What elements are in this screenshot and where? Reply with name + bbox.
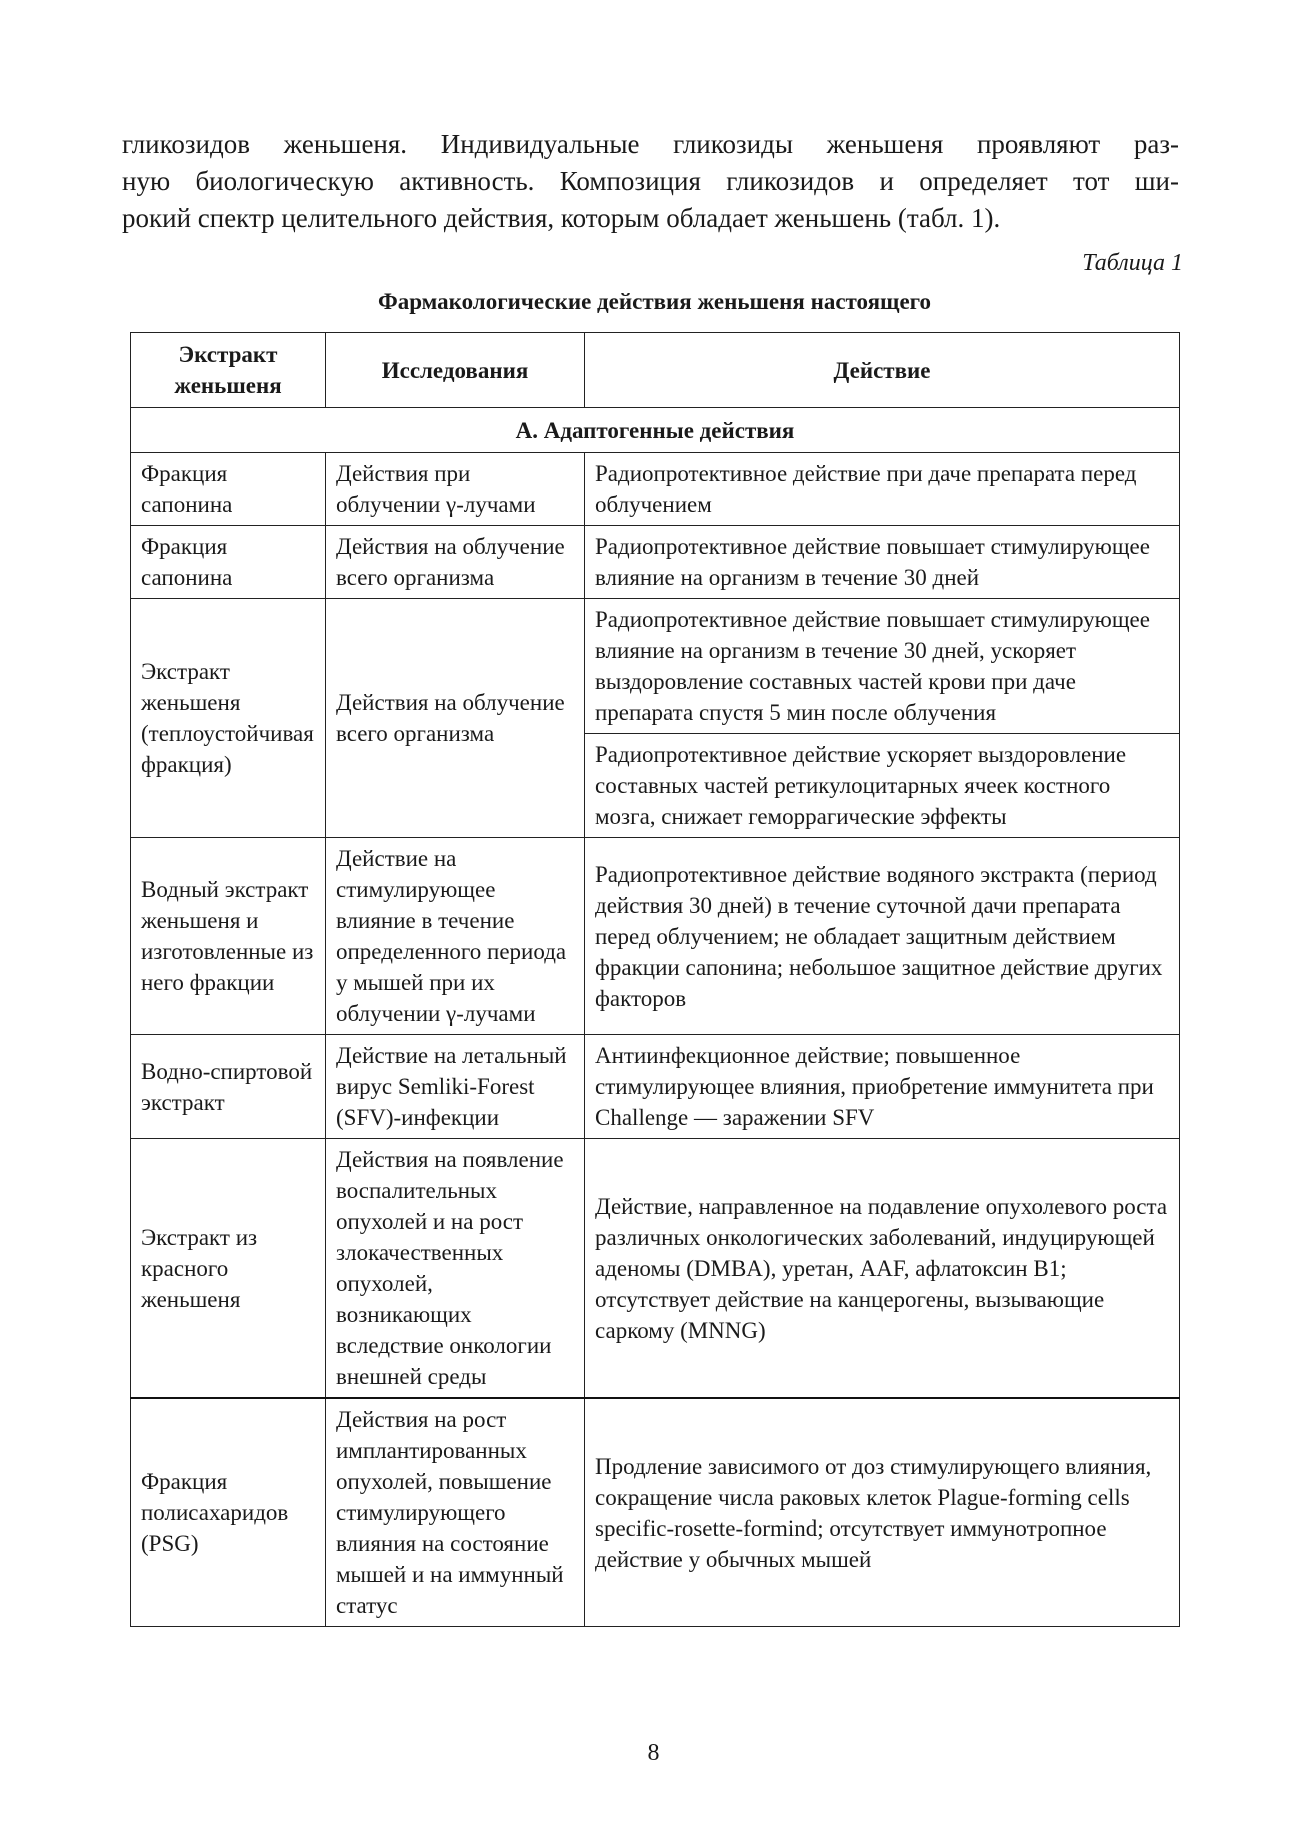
table-number: Таблица 1	[1082, 250, 1183, 276]
table-row	[131, 838, 1180, 1035]
cell-effect: Продление зависимого от доз стимулирующего влияния, сокращение числа раковых клеток Plague-forming cells specific-rosette-formind; отсутствует иммунотропное действие у обычных мышей	[585, 1398, 1180, 1627]
table-header-row	[131, 333, 1180, 408]
header-effect: Действие	[585, 333, 1180, 408]
cell-effect: Действие, направленное на подавление опухолевого роста различных онкологических заболеваний, индуцирующей аденомы (DMBA), уретан, AAF, афлатоксин B1; отсутствует действие на канцерогены, вызывающие саркому (MNNG)	[585, 1139, 1180, 1399]
cell-extract: Фракция сапонина	[131, 526, 326, 599]
cell-study: Действия на рост имплантированных опухолей, повышение стимулирующего влияния на состояние мышей и на иммунный статус	[326, 1398, 585, 1627]
cell-study: Действия при облучении γ-лучами	[326, 453, 585, 526]
intro-line: ную биологическую активность. Композиция гликозидов и определяет тот ши-	[122, 166, 1179, 196]
cell-extract: Экстракт из красного женьшеня	[131, 1139, 326, 1399]
cell-extract: Экстракт женьшеня (теплоустойчивая фракция)	[131, 599, 326, 838]
intro-line: гликозидов женьшеня. Индивидуальные гликозиды женьшеня проявляют раз-	[122, 129, 1179, 159]
header-study: Исследования	[326, 333, 585, 408]
cell-extract: Фракция сапонина	[131, 453, 326, 526]
cell-extract: Фракция полисахаридов (PSG)	[131, 1398, 326, 1627]
intro-paragraph	[122, 126, 1179, 237]
section-title: А. Адаптогенные действия	[131, 408, 1180, 453]
table-row	[131, 1035, 1180, 1139]
cell-study: Действия на облучение всего организма	[326, 526, 585, 599]
cell-effect: Радиопротективное действие при даче препарата перед облучением	[585, 453, 1180, 526]
table-row	[131, 1139, 1180, 1399]
cell-study: Действия на появление воспалительных опухолей и на рост злокачественных опухолей, возникающих вследствие онкологии внешней среды	[326, 1139, 585, 1399]
intro-line: рокий спектр целительного действия, которым обладает женьшень (табл. 1).	[122, 203, 1001, 233]
page-number: 8	[647, 1740, 660, 1766]
cell-effect: Радиопротективное действие водяного экстракта (период действия 30 дней) в течение суточной дачи препарата перед облучением; не обладает защитным действием фракции сапонина; небольшое защитное действие других факторов	[585, 838, 1180, 1035]
cell-effect: Радиопротективное действие повышает стимулирующее влияние на организм в течение 30 дней, ускоряет выздоровление составных частей крови при даче препарата спустя 5 мин после облучения	[585, 599, 1180, 734]
table-row	[131, 1398, 1180, 1627]
cell-effect: Радиопротективное действие повышает стимулирующее влияние на организм в течение 30 дней	[585, 526, 1180, 599]
header-extract: Экстракт женьшеня	[131, 333, 326, 408]
cell-study: Действие на летальный вирус Semliki-Forest (SFV)-инфекции	[326, 1035, 585, 1139]
table-caption: Фармакологические действия женьшеня настоящего	[377, 289, 932, 314]
cell-effect: Радиопротективное действие ускоряет выздоровление составных частей ретикулоцитарных ячеек костного мозга, снижает геморрагические эффекты	[585, 734, 1180, 838]
cell-extract: Водно-спиртовой экстракт	[131, 1035, 326, 1139]
table-row	[131, 599, 1180, 734]
cell-extract: Водный экстракт женьшеня и изготовленные из него фракции	[131, 838, 326, 1035]
cell-study: Действие на стимулирующее влияние в течение определенного периода у мышей при их облучении γ-лучами	[326, 838, 585, 1035]
table-row	[131, 453, 1180, 526]
cell-effect: Антиинфекционное действие; повышенное стимулирующее влияния, приобретение иммунитета при Challenge — заражении SFV	[585, 1035, 1180, 1139]
cell-study: Действия на облучение всего организма	[326, 599, 585, 838]
table-row	[131, 526, 1180, 599]
pharmacology-table	[130, 332, 1180, 1627]
section-row	[131, 408, 1180, 453]
